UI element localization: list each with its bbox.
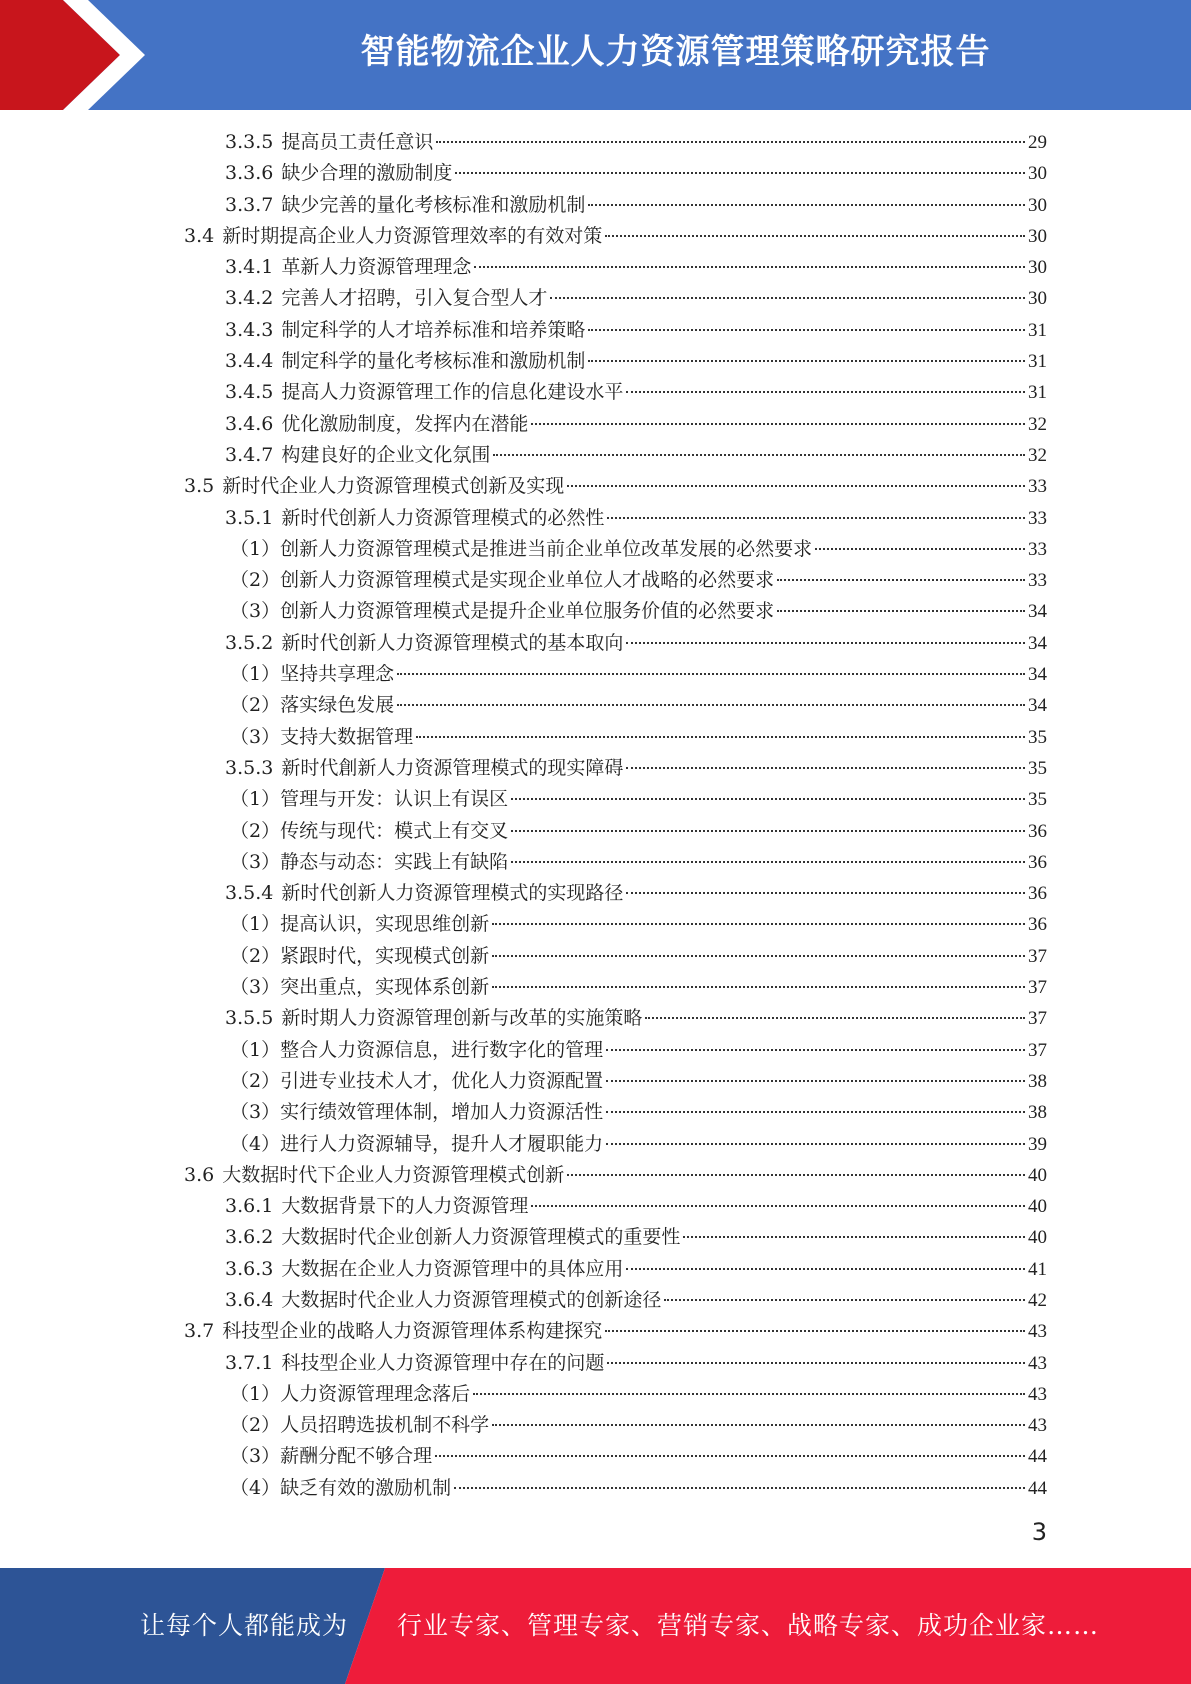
toc-page-number: 41 [1028,1258,1047,1280]
toc-section-title: 构建良好的企业文化氛围 [281,443,491,466]
toc-section-number: 3.4.5 [225,381,274,404]
toc-entry[interactable] [225,878,1047,909]
toc-section-title: 大数据时代企业创新人力资源管理模式的重要性 [281,1226,681,1249]
toc-entry[interactable] [230,565,1047,596]
toc-dot-leader [436,141,1025,143]
toc-page-number: 32 [1028,444,1047,466]
toc-page-number: 44 [1028,1477,1047,1499]
toc-entry[interactable] [230,847,1047,878]
toc-dot-leader [626,642,1025,644]
toc-section-title: 新时期人力资源管理创新与改革的实施策略 [281,1007,643,1030]
toc-entry[interactable] [184,471,1047,502]
toc-section-title: （4）进行人力资源辅导，提升人才履职能力 [230,1132,604,1155]
toc-entry[interactable] [225,409,1047,440]
toc-page-number: 36 [1028,820,1047,842]
toc-dot-leader [626,391,1025,393]
toc-dot-leader [588,204,1025,206]
toc-section-title: （1）坚持共享理念 [230,663,395,686]
toc-section-number: 3.6 [184,1163,215,1186]
toc-dot-leader [435,1455,1025,1457]
toc-page-number: 30 [1028,225,1047,247]
toc-dot-leader [606,1049,1025,1051]
toc-entry[interactable] [225,1348,1047,1379]
toc-section-number: 3.5.4 [225,882,274,905]
toc-page-number: 40 [1028,1227,1047,1249]
toc-section-title: （3）创新人力资源管理模式是提升企业单位服务价值的必然要求 [230,600,775,623]
toc-page-number: 40 [1028,1196,1047,1218]
toc-dot-leader [626,892,1025,894]
toc-page-number: 30 [1028,194,1047,216]
toc-section-title: 制定科学的人才培养标准和培养策略 [281,318,586,341]
header-arrow-decoration [0,0,160,110]
toc-section-title: 完善人才招聘，引入复合型人才 [281,287,548,310]
toc-section-number: 3.6.4 [225,1288,274,1311]
toc-page-number: 36 [1028,914,1047,936]
table-of-contents [0,127,1191,1504]
toc-page-number: 33 [1028,538,1047,560]
toc-section-number: 3.7.1 [225,1351,274,1374]
toc-dot-leader [550,297,1025,299]
toc-dot-leader [511,830,1025,832]
toc-section-title: 优化激励制度，发挥内在潜能 [281,412,529,435]
toc-dot-leader [454,1487,1025,1489]
toc-dot-leader [531,1205,1025,1207]
toc-section-number: 3.5.2 [225,631,274,654]
toc-section-title: （1）管理与开发：认识上有误区 [230,788,509,811]
toc-section-title: （2）传统与现代：模式上有交叉 [230,819,509,842]
toc-section-title: 新时代创新人力资源管理模式的基本取向 [281,631,624,654]
toc-dot-leader [607,517,1025,519]
toc-section-title: 革新人力资源管理理念 [281,256,472,279]
footer-slogan-roles: 行业专家、管理专家、营销专家、战略专家、成功企业家…… [397,1611,1100,1640]
toc-entry[interactable] [225,1191,1047,1222]
toc-section-title: （1）人力资源管理理念落后 [230,1382,471,1405]
toc-section-number: 3.3.6 [225,162,274,185]
toc-entry[interactable] [230,1473,1047,1504]
toc-dot-leader [492,955,1025,957]
toc-page-number: 43 [1028,1352,1047,1374]
toc-entry[interactable] [230,816,1047,847]
toc-entry[interactable] [225,503,1047,534]
toc-entry[interactable] [230,1035,1047,1066]
toc-section-number: 3.5.3 [225,756,274,779]
toc-entry[interactable] [225,440,1047,471]
toc-dot-leader [531,423,1025,425]
toc-dot-leader [777,579,1025,581]
toc-dot-leader [455,172,1025,174]
toc-entry[interactable] [230,1066,1047,1097]
toc-section-title: （2）创新人力资源管理模式是实现企业单位人才战略的必然要求 [230,569,775,592]
toc-page-number: 34 [1028,695,1047,717]
toc-page-number: 44 [1028,1446,1047,1468]
toc-section-title: （1）整合人力资源信息，进行数字化的管理 [230,1038,604,1061]
toc-entry[interactable] [230,1097,1047,1128]
toc-dot-leader [492,1424,1025,1426]
toc-entry[interactable] [225,283,1047,314]
toc-dot-leader [606,1111,1025,1113]
toc-section-title: 大数据时代下企业人力资源管理模式创新 [222,1163,565,1186]
toc-entry[interactable] [225,628,1047,659]
toc-entry[interactable] [225,127,1047,158]
toc-entry[interactable] [225,753,1047,784]
toc-page-number: 34 [1028,601,1047,623]
toc-section-title: 缺少完善的量化考核标准和激励机制 [281,193,586,216]
toc-page-number: 33 [1028,507,1047,529]
toc-section-title: 缺少合理的激励制度 [281,162,453,185]
toc-section-number: 3.5 [184,475,215,498]
toc-page-number: 31 [1028,319,1047,341]
toc-section-title: 大数据时代企业人力资源管理模式的创新途径 [281,1288,662,1311]
toc-entry[interactable] [230,941,1047,972]
toc-dot-leader [626,767,1025,769]
toc-entry[interactable] [230,722,1047,753]
toc-dot-leader [511,861,1025,863]
toc-dot-leader [493,454,1025,456]
toc-entry[interactable] [230,659,1047,690]
toc-page-number: 30 [1028,288,1047,310]
toc-dot-leader [777,610,1025,612]
toc-entry[interactable] [225,158,1047,189]
toc-page-number: 35 [1028,789,1047,811]
toc-page-number: 34 [1028,632,1047,654]
toc-entry[interactable] [230,1441,1047,1472]
toc-page-number: 37 [1028,945,1047,967]
toc-page-number: 33 [1028,476,1047,498]
toc-section-title: 新时代創新人力资源管理模式的现实障碍 [281,756,624,779]
toc-page-number: 37 [1028,977,1047,999]
toc-page-number: 31 [1028,382,1047,404]
toc-section-number: 3.5.5 [225,1007,274,1030]
toc-section-title: （4）缺乏有效的激励机制 [230,1476,452,1499]
toc-section-title: （3）突出重点，实现体系创新 [230,976,490,999]
toc-entry[interactable] [225,1254,1047,1285]
toc-page-number: 40 [1028,1164,1047,1186]
toc-section-title: 新时代创新人力资源管理模式的必然性 [281,506,605,529]
toc-dot-leader [397,673,1025,675]
toc-entry[interactable] [225,315,1047,346]
toc-entry[interactable] [225,1222,1047,1253]
toc-section-title: （3）薪酬分配不够合理 [230,1445,433,1468]
toc-section-title: 提高人力资源管理工作的信息化建设水平 [281,381,624,404]
toc-section-title: 大数据背景下的人力资源管理 [281,1195,529,1218]
toc-page-number: 30 [1028,163,1047,185]
toc-section-number: 3.6.3 [225,1257,274,1280]
toc-dot-leader [492,923,1025,925]
toc-dot-leader [606,1080,1025,1082]
toc-dot-leader [567,485,1025,487]
toc-page-number: 38 [1028,1102,1047,1124]
toc-dot-leader [567,1174,1025,1176]
toc-section-number: 3.6.2 [225,1226,274,1249]
toc-dot-leader [626,1268,1025,1270]
toc-page-number: 36 [1028,883,1047,905]
toc-section-title: 新时期提高企业人力资源管理效率的有效对策 [222,224,603,247]
toc-dot-leader [605,235,1025,237]
toc-page-number: 36 [1028,851,1047,873]
toc-page-number: 37 [1028,1008,1047,1030]
toc-section-number: 3.5.1 [225,506,274,529]
report-title: 智能物流企业人力资源管理策略研究报告 [360,32,991,72]
toc-page-number: 35 [1028,726,1047,748]
toc-dot-leader [416,736,1025,738]
footer-band [0,1568,1191,1684]
toc-section-number: 3.4 [184,224,215,247]
toc-dot-leader [473,1393,1025,1395]
toc-entry[interactable] [225,1003,1047,1034]
toc-section-title: （2）紧跟时代，实现模式创新 [230,944,490,967]
toc-dot-leader [683,1236,1025,1238]
toc-section-title: （1）提高认识，实现思维创新 [230,913,490,936]
toc-dot-leader [474,266,1025,268]
toc-section-title: 新时代企业人力资源管理模式创新及实现 [222,475,565,498]
toc-entry[interactable] [230,1129,1047,1160]
toc-dot-leader [588,360,1025,362]
toc-section-title: （3）实行绩效管理体制，增加人力资源活性 [230,1101,604,1124]
toc-page-number: 43 [1028,1321,1047,1343]
toc-entry[interactable] [230,534,1047,565]
toc-entry[interactable] [230,690,1047,721]
toc-dot-leader [664,1299,1025,1301]
toc-section-number: 3.4.6 [225,412,274,435]
toc-section-number: 3.4.3 [225,318,274,341]
toc-section-number: 3.4.1 [225,256,274,279]
toc-entry[interactable] [225,346,1047,377]
toc-page-number: 42 [1028,1289,1047,1311]
header-band [0,0,1191,110]
toc-page-number: 39 [1028,1133,1047,1155]
toc-entry[interactable] [230,784,1047,815]
toc-page-number: 37 [1028,1039,1047,1061]
toc-entry[interactable] [184,1316,1047,1347]
toc-entry[interactable] [230,909,1047,940]
toc-page-number: 43 [1028,1383,1047,1405]
toc-dot-leader [815,548,1025,550]
toc-section-number: 3.4.4 [225,350,274,373]
toc-section-title: （2）落实绿色发展 [230,694,395,717]
toc-section-title: 大数据在企业人力资源管理中的具体应用 [281,1257,624,1280]
toc-section-title: （3）静态与动态：实践上有缺陷 [230,850,509,873]
toc-section-title: （2）人员招聘选拔机制不科学 [230,1414,490,1437]
toc-section-title: 科技型企业人力资源管理中存在的问题 [281,1351,605,1374]
toc-entry[interactable] [225,1285,1047,1316]
toc-dot-leader [606,1143,1025,1145]
toc-page-number: 43 [1028,1415,1047,1437]
toc-entry[interactable] [230,596,1047,627]
toc-dot-leader [607,1362,1025,1364]
toc-entry[interactable] [184,1160,1047,1191]
page-number: 3 [1031,1518,1047,1546]
toc-entry[interactable] [225,252,1047,283]
toc-dot-leader [645,1017,1025,1019]
toc-section-number: 3.4.7 [225,443,274,466]
toc-page-number: 30 [1028,257,1047,279]
toc-entry[interactable] [230,1379,1047,1410]
toc-page-number: 32 [1028,413,1047,435]
toc-section-number: 3.3.7 [225,193,274,216]
toc-page-number: 34 [1028,664,1047,686]
toc-entry[interactable] [184,221,1047,252]
toc-entry[interactable] [225,190,1047,221]
toc-page-number: 29 [1028,132,1047,153]
toc-section-number: 3.7 [184,1320,215,1343]
toc-section-title: （1）创新人力资源管理模式是推进当前企业单位改革发展的必然要求 [230,537,813,560]
toc-section-number: 3.3.5 [225,131,274,153]
toc-section-title: （3）支持大数据管理 [230,725,414,748]
toc-page-number: 35 [1028,757,1047,779]
toc-section-title: （2）引进专业技术人才，优化人力资源配置 [230,1069,604,1092]
toc-page-number: 33 [1028,570,1047,592]
toc-dot-leader [605,1330,1025,1332]
toc-page-number: 31 [1028,351,1047,373]
toc-section-number: 3.6.1 [225,1195,274,1218]
toc-section-title: 科技型企业的战略人力资源管理体系构建探究 [222,1320,603,1343]
toc-entry[interactable] [230,972,1047,1003]
toc-entry[interactable] [225,377,1047,408]
toc-section-title: 提高员工责任意识 [281,131,434,153]
toc-entry[interactable] [230,1410,1047,1441]
toc-dot-leader [511,798,1025,800]
toc-section-title: 制定科学的量化考核标准和激励机制 [281,350,586,373]
toc-dot-leader [397,704,1025,706]
toc-section-number: 3.4.2 [225,287,274,310]
toc-page-number: 38 [1028,1070,1047,1092]
toc-section-title: 新时代创新人力资源管理模式的实现路径 [281,882,624,905]
footer-slogan-lead: 让每个人都能成为 [140,1611,349,1640]
toc-dot-leader [588,329,1025,331]
toc-dot-leader [492,986,1025,988]
